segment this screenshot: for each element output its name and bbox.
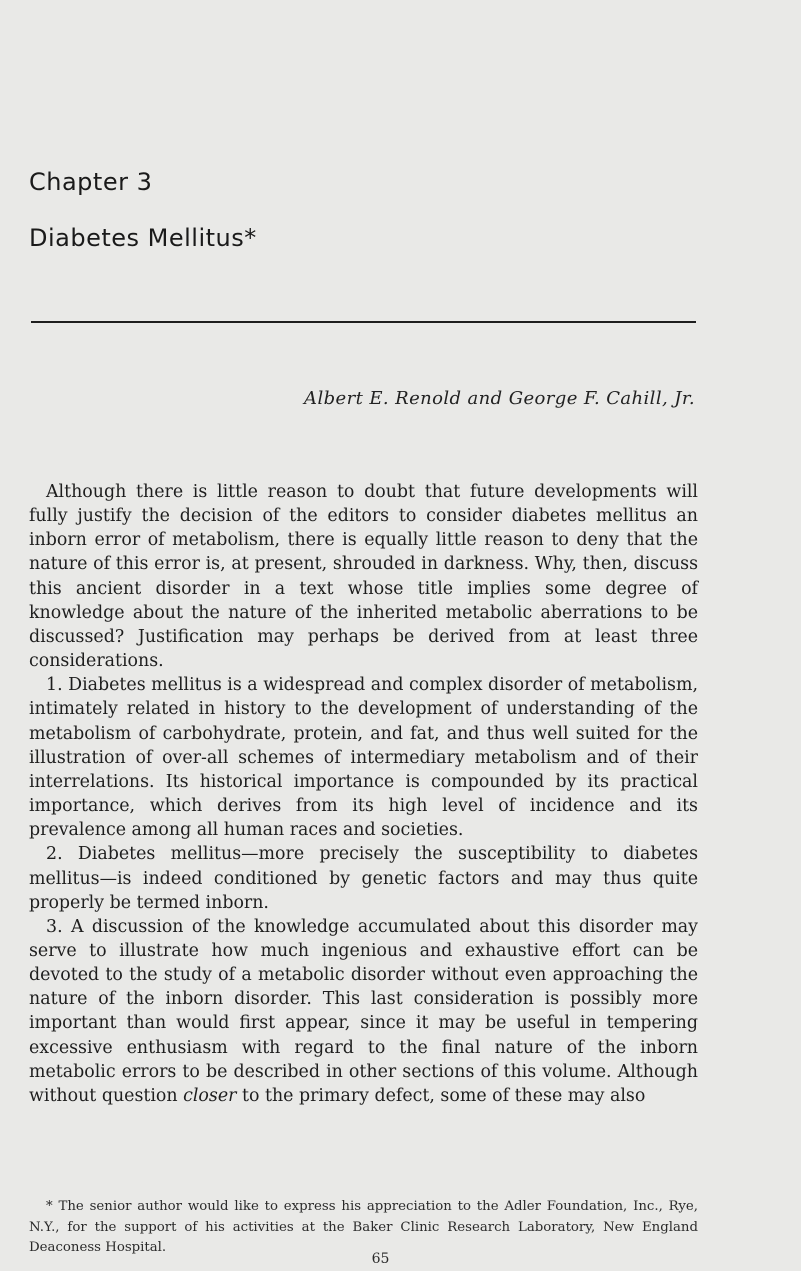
- footnote: * The senior author would like to express his appreciation to the Adler Foundation, Inc., Rye, N.Y., for the support of his activities at the Baker Clinic Research Laboratory, New England Deaconess Hospital.: [29, 1199, 698, 1255]
- chapter-title: Diabetes Mellitus*: [29, 224, 257, 252]
- title-divider: [31, 321, 696, 323]
- paragraph-point-2: 2. Diabetes mellitus—more precisely the susceptibility to diabetes mellitus—is indeed conditioned by genetic factors and may thus quite properly be termed inborn.: [29, 844, 698, 913]
- paragraph-point-3-tail: to the primary defect, some of these may also: [236, 1085, 646, 1106]
- page-number: 65: [371, 1251, 390, 1267]
- paragraph-point-1: 1. Diabetes mellitus is a widespread and complex disorder of metabolism, intimately related in history to the development of understanding of the metabolism of carbohydrate, protein, and fat, and thus well suited for the illustration of over-all schemes of intermediary metabolism and of their interrelations. Its historical importance is compounded by its practical importance, which derives from its high level of incidence and its prevalence among all human races and societies.: [29, 675, 698, 841]
- paragraph-point-3-text: 3. A discussion of the knowledge accumulated about this disorder may serve to illustrate how much ingenious and exhaustive effort can be devoted to the study of a metabolic disorder without even approaching the nature of the inborn disorder. This last consideration is possibly more important than would first appear, since it may be useful in tempering excessive enthusiasm with regard to the final nature of the inborn metabolic errors to be described in other sections of this volume. Although without question: [29, 916, 698, 1106]
- chapter-number: Chapter 3: [29, 168, 153, 196]
- paragraph-intro: Although there is little reason to doubt that future developments will fully justify the decision of the editors to consider diabetes mellitus an inborn error of metabolism, there is equally little reason to deny that the nature of this error is, at present, shrouded in darkness. Why, then, discuss this ancient disorder in a text whose title implies some degree of knowledge about the nature of the inherited metabolic aberrations to be discussed? Justification may perhaps be derived from at least three considerations.: [29, 482, 698, 672]
- paragraph-point-3: [29, 915, 698, 1108]
- body-text: [29, 480, 698, 1108]
- emphasized-word: closer: [183, 1085, 237, 1106]
- author-byline: Albert E. Renold and George F. Cahill, Jr.: [304, 388, 695, 409]
